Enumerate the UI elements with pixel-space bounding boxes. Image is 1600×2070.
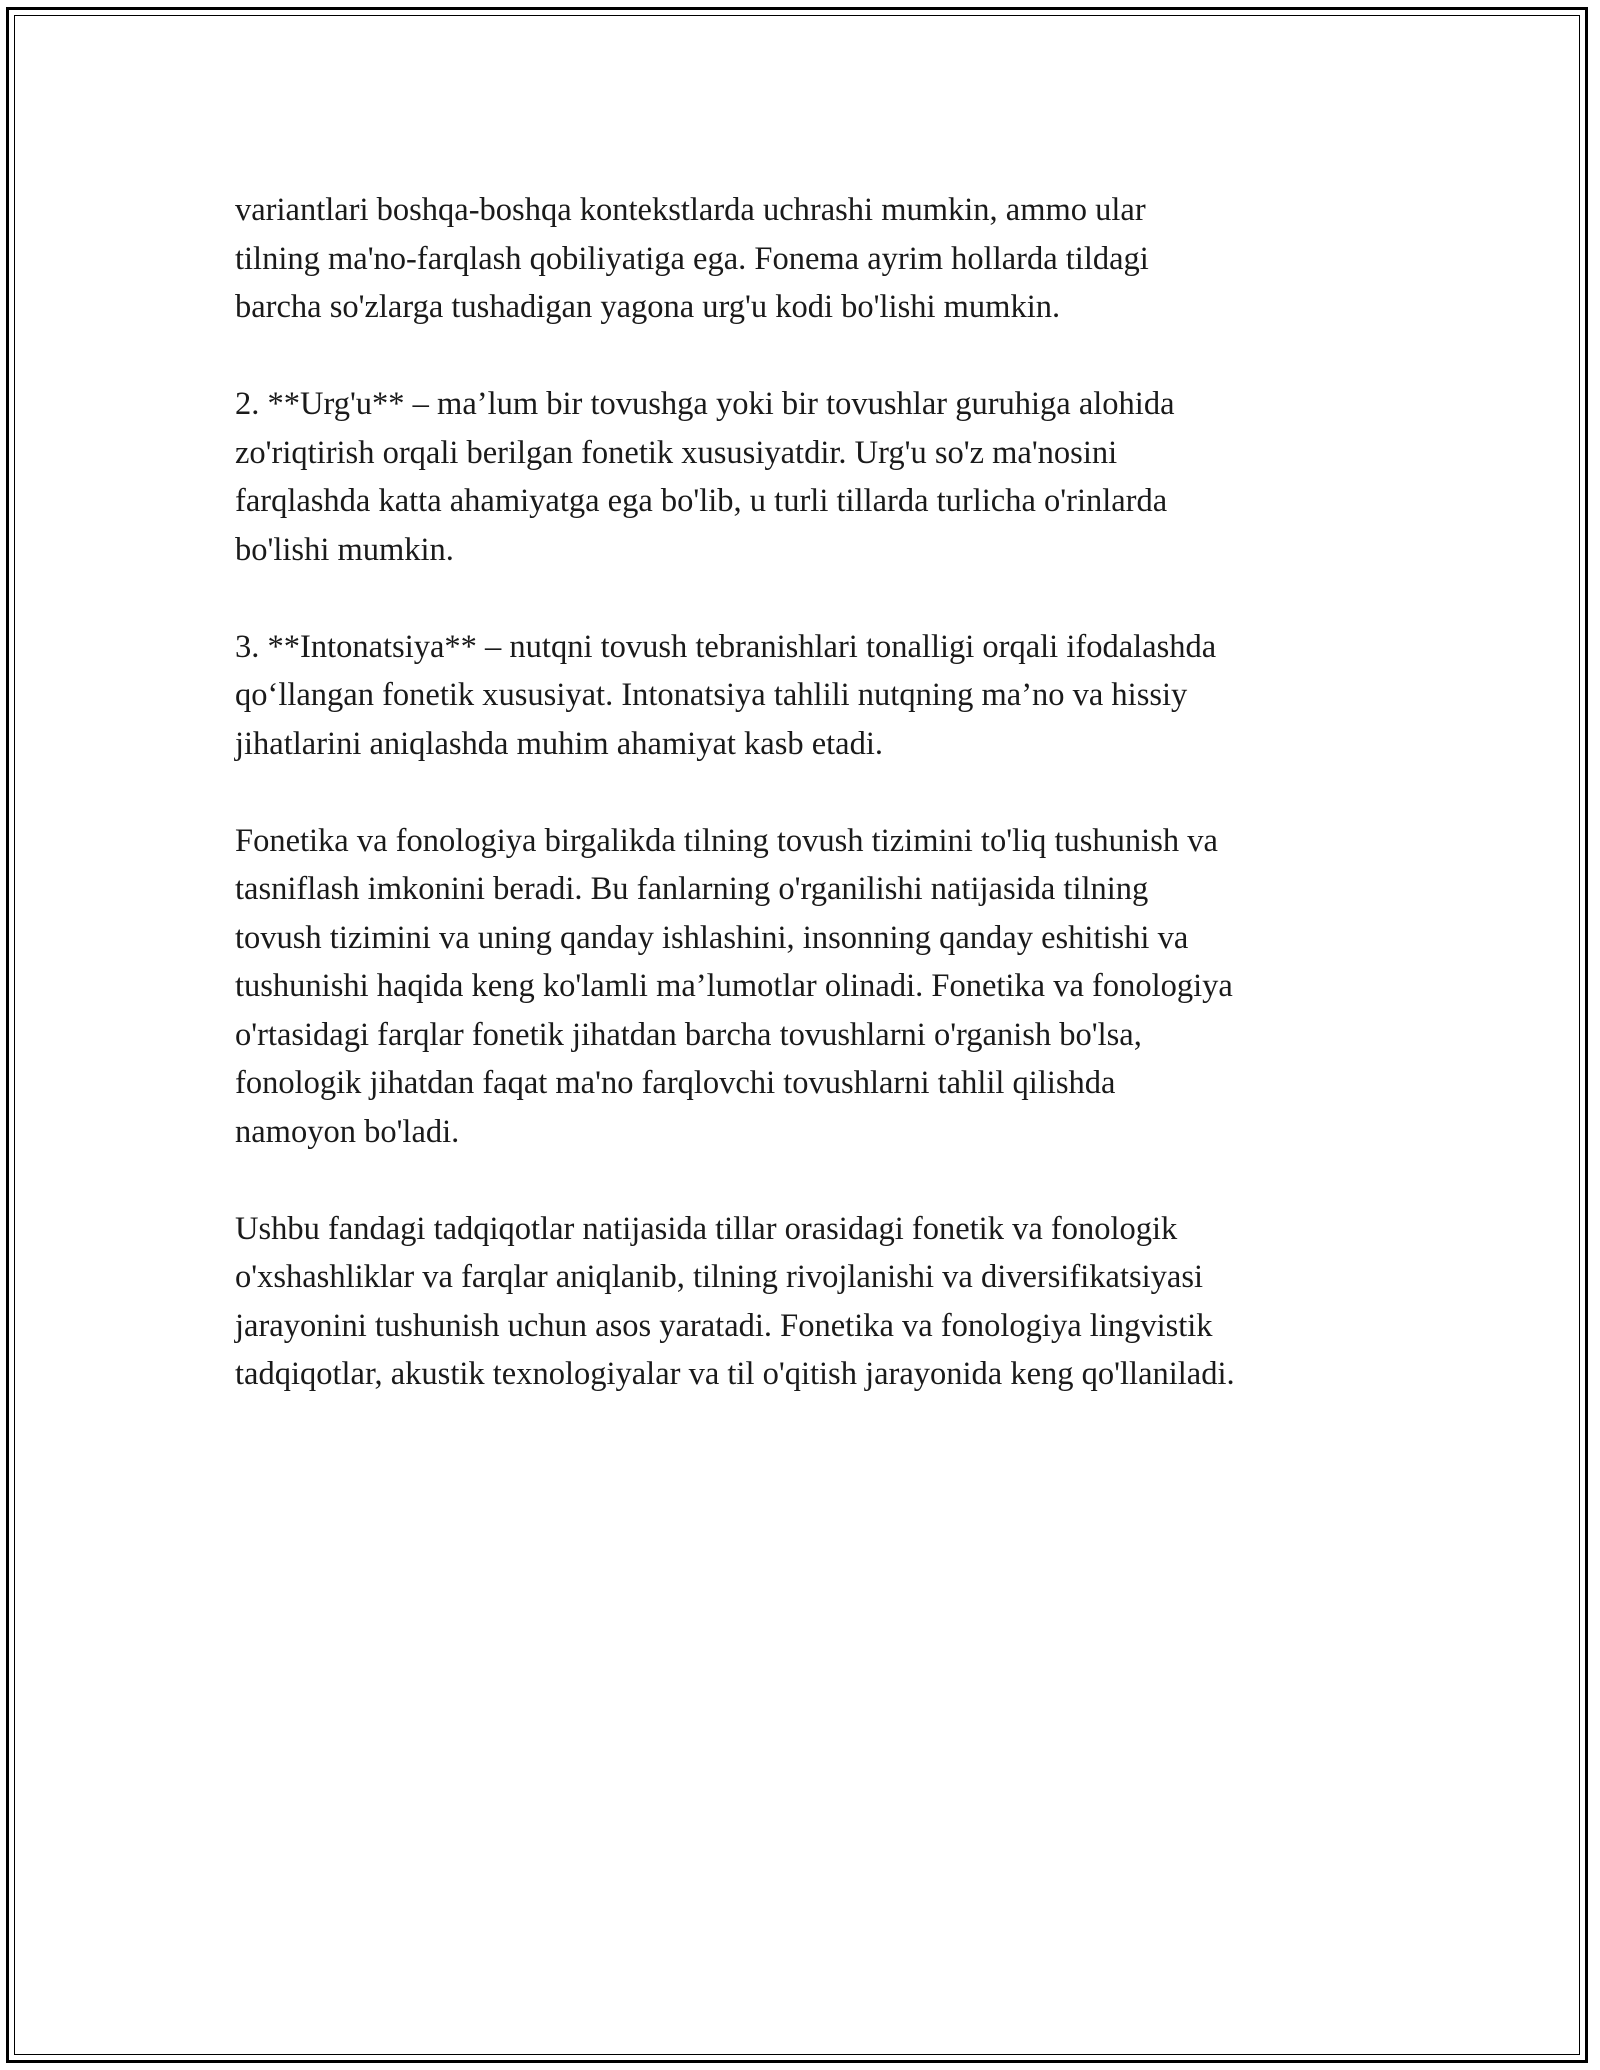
paragraph-fonema-variants: variantlari boshqa-boshqa kontekstlarda uchrashi mumkin, ammo ular tilning ma'no-farqlash qobiliyatiga ega. Fonema ayrim hollarda tildagi barcha so'zlarga tushadigan yagona urg'u kodi bo'lishi mumkin. [235, 192, 1149, 325]
document-body [235, 186, 1385, 1447]
paragraph-fonetika-fonologiya: Fonetika va fonologiya birgalikda tilning tovush tizimini to'liq tushunish va tasniflash imkonini beradi. Bu fanlarning o'rganilishi natijasida tilning tovush tizimini va uning qanday ishlashini, insonning qanday eshitishi va tushunishi haqida keng ko'lamli ma’lumotlar olinadi. Fonetika va fonologiya o'rtasidagi farqlar fonetik jihatdan barcha tovushlarni o'rganish bo'lsa, fonologik jihatdan faqat ma'no farqlovchi tovushlarni tahlil qilishda namoyon bo'ladi. [235, 822, 1233, 1150]
paragraph-intonatsiya: 3. **Intonatsiya** – nutqni tovush tebranishlari tonalligi orqali ifodalashda qo‘llangan fonetik xususiyat. Intonatsiya tahlili nutqning ma’no va hissiy jihatlarini aniqlashda muhim ahamiyat kasb etadi. [235, 628, 1217, 762]
paragraph-tadqiqotlar: Ushbu fandagi tadqiqotlar natijasida tillar orasidagi fonetik va fonologik o'xshashliklar va farqlar aniqlanib, tilning rivojlanishi va diversifikatsiyasi jarayonini tushunish uchun asos yaratadi. Fonetika va fonologiya lingvistik tadqiqotlar, akustik texnologiyalar va til o'qitish jarayonida keng qo'llaniladi. [235, 1210, 1235, 1392]
paragraph-urgu: 2. **Urg'u** – ma’lum bir tovushga yoki bir tovushlar guruhiga alohida zo'riqtirish orqali berilgan fonetik xususiyatdir. Urg'u so'z ma'nosini farqlashda katta ahamiyatga ega bo'lib, u turli tillarda turlicha o'rinlarda bo'lishi mumkin. [235, 386, 1175, 568]
